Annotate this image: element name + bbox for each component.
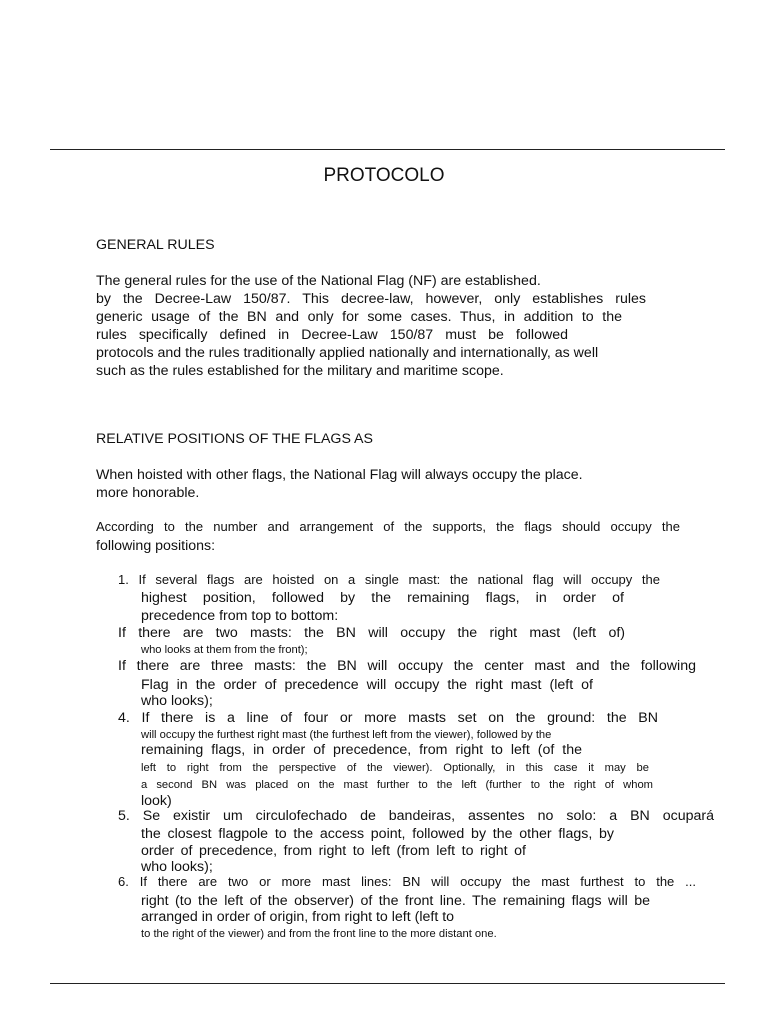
paragraph-line: such as the rules established for the military and maritime scope. [96,363,504,379]
list-item-line: to the right of the viewer) and from the front line to the more distant one. [141,928,497,940]
list-item-line: arranged in order of origin, from right to left (left to [141,909,455,925]
list-item-line: 5. Se existir um circulofechado de bandeiras, assentes no solo: a BN ocupará [118,808,714,824]
paragraph-line: by the Decree-Law 150/87. This decree-law, however, only establishes rules [96,291,646,307]
paragraph-line: When hoisted with other flags, the National Flag will always occupy the place. [96,467,583,483]
list-item-line: a second BN was placed on the mast further to the left (further to the right of whom [141,779,653,791]
paragraph-line: The general rules for the use of the National Flag (NF) are established. [96,273,541,289]
list-item-line: order of precedence, from right to left (from left to right of [141,843,526,859]
paragraph-line: According to the number and arrangement of the supports, the flags should occupy the [96,519,680,534]
list-item-line: remaining flags, in order of precedence, from right to left (of the [141,742,582,758]
paragraph-line: rules specifically defined in Decree-Law 150/87 must be followed [96,327,568,343]
paragraph-line: generic usage of the BN and only for some cases. Thus, in addition to the [96,309,622,325]
list-item-line: precedence from top to bottom: [141,608,339,624]
document-title: PROTOCOLO [323,165,445,186]
list-item-line: look) [141,793,172,809]
section-heading-general-rules: GENERAL RULES [96,237,215,253]
list-item-line: will occupy the furthest right mast (the furthest left from the viewer), followed by the [141,729,552,741]
paragraph-line: protocols and the rules traditionally applied nationally and internationally, as well [96,345,599,361]
paragraph-line: following positions: [96,538,216,554]
list-item-line: who looks); [141,693,213,709]
list-item-line: highest position, followed by the remaining flags, in order of [141,590,624,606]
list-item-line: If there are two masts: the BN will occupy the right mast (left of) [118,625,625,641]
list-item-line: who looks); [141,859,213,875]
top-divider [50,149,725,150]
list-item-line: who looks at them from the front); [141,644,308,656]
list-item-line: Flag in the order of precedence will occupy the right mast (left of [141,677,593,693]
list-item-line: If there are three masts: the BN will occupy the center mast and the following [118,658,696,674]
list-item-line: 4. If there is a line of four or more masts set on the ground: the BN [118,710,658,726]
paragraph-line: more honorable. [96,485,200,501]
list-item-line: the closest flagpole to the access point, followed by the other flags, by [141,826,614,842]
list-item-line: right (to the left of the observer) of the front line. The remaining flags will be [141,893,650,909]
list-item-line: left to right from the perspective of the viewer). Optionally, in this case it may be [141,762,649,774]
list-item-line: 1. If several flags are hoisted on a single mast: the national flag will occupy the [118,572,660,587]
bottom-divider [50,983,725,984]
section-heading-relative-positions: RELATIVE POSITIONS OF THE FLAGS AS [96,431,373,447]
list-item-line: 6. If there are two or more mast lines: BN will occupy the mast furthest to the ... [118,874,696,889]
